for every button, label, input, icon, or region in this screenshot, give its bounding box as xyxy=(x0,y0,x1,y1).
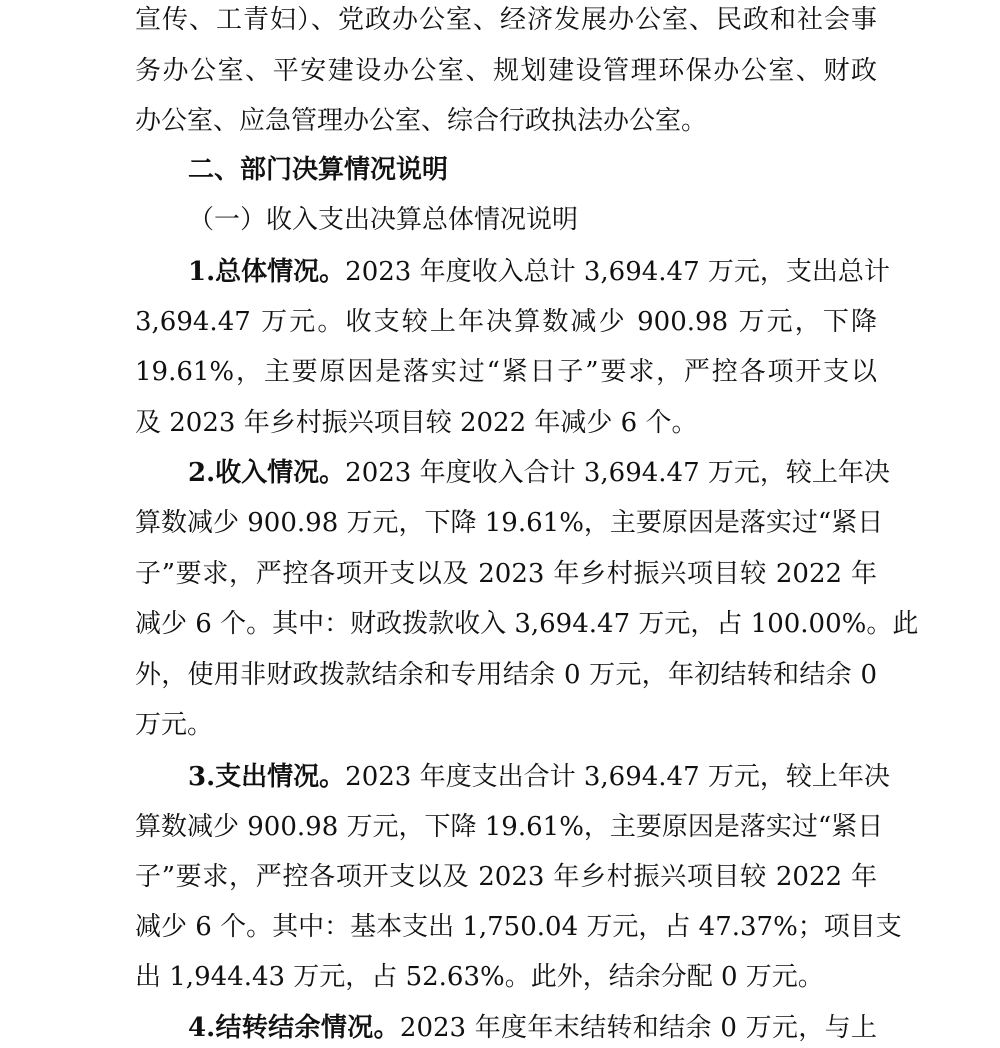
income-line-4: 减少 6 个。其中：财政拨款收入 3,694.47 万元，占 100.00%。此 xyxy=(135,609,919,639)
carryover-first-text: 2023 年度年末结转和结余 0 万元，与上 xyxy=(399,1013,877,1043)
overall-first-line xyxy=(188,252,890,292)
carryover-first-line xyxy=(188,1008,877,1048)
intro-line-1: 宣传、工青妇）、党政办公室、经济发展办公室、民政和社会事 xyxy=(135,5,877,35)
income-line-3: 子”要求，严控各项开支以及 2023 年乡村振兴项目较 2022 年 xyxy=(135,559,877,589)
income-first-line xyxy=(188,453,890,493)
expenditure-line-2: 算数减少 900.98 万元，下降 19.61%，主要原因是落实过“紧日 xyxy=(135,812,884,842)
expenditure-first-text: 2023 年度支出合计 3,694.47 万元，较上年决 xyxy=(345,762,890,792)
income-line-2: 算数减少 900.98 万元，下降 19.61%，主要原因是落实过“紧日 xyxy=(135,508,884,538)
overall-line-3: 19.61%，主要原因是落实过“紧日子”要求，严控各项开支以 xyxy=(135,357,877,387)
income-line-6: 万元。 xyxy=(135,710,214,740)
expenditure-label: 3.支出情况。 xyxy=(188,762,346,792)
carryover-label: 4.结转结余情况。 xyxy=(188,1013,400,1043)
expenditure-first-line xyxy=(188,757,890,797)
income-first-text: 2023 年度收入合计 3,694.47 万元，较上年决 xyxy=(345,458,890,488)
intro-line-2: 务办公室、平安建设办公室、规划建设管理环保办公室、财政 xyxy=(135,56,877,86)
income-line-5: 外，使用非财政拨款结余和专用结余 0 万元，年初结转和结余 0 xyxy=(135,660,877,690)
overall-line-2: 3,694.47 万元。收支较上年决算数减少 900.98 万元，下降 xyxy=(135,307,877,337)
intro-line-3: 办公室、应急管理办公室、综合行政执法办公室。 xyxy=(135,106,708,136)
section-heading: 二、部门决算情况说明 xyxy=(188,155,449,185)
income-label: 2.收入情况。 xyxy=(188,458,346,488)
overall-first-text: 2023 年度收入总计 3,694.47 万元，支出总计 xyxy=(345,257,890,287)
overall-label: 1.总体情况。 xyxy=(188,257,346,287)
expenditure-line-4: 减少 6 个。其中：基本支出 1,750.04 万元，占 47.37%；项目支 xyxy=(135,912,902,942)
subsection-heading: （一）收入支出决算总体情况说明 xyxy=(188,205,579,235)
expenditure-line-5: 出 1,944.43 万元，占 52.63%。此外，结余分配 0 万元。 xyxy=(135,962,824,992)
expenditure-line-3: 子”要求，严控各项开支以及 2023 年乡村振兴项目较 2022 年 xyxy=(135,862,877,892)
overall-line-4: 及 2023 年乡村振兴项目较 2022 年减少 6 个。 xyxy=(135,408,698,438)
